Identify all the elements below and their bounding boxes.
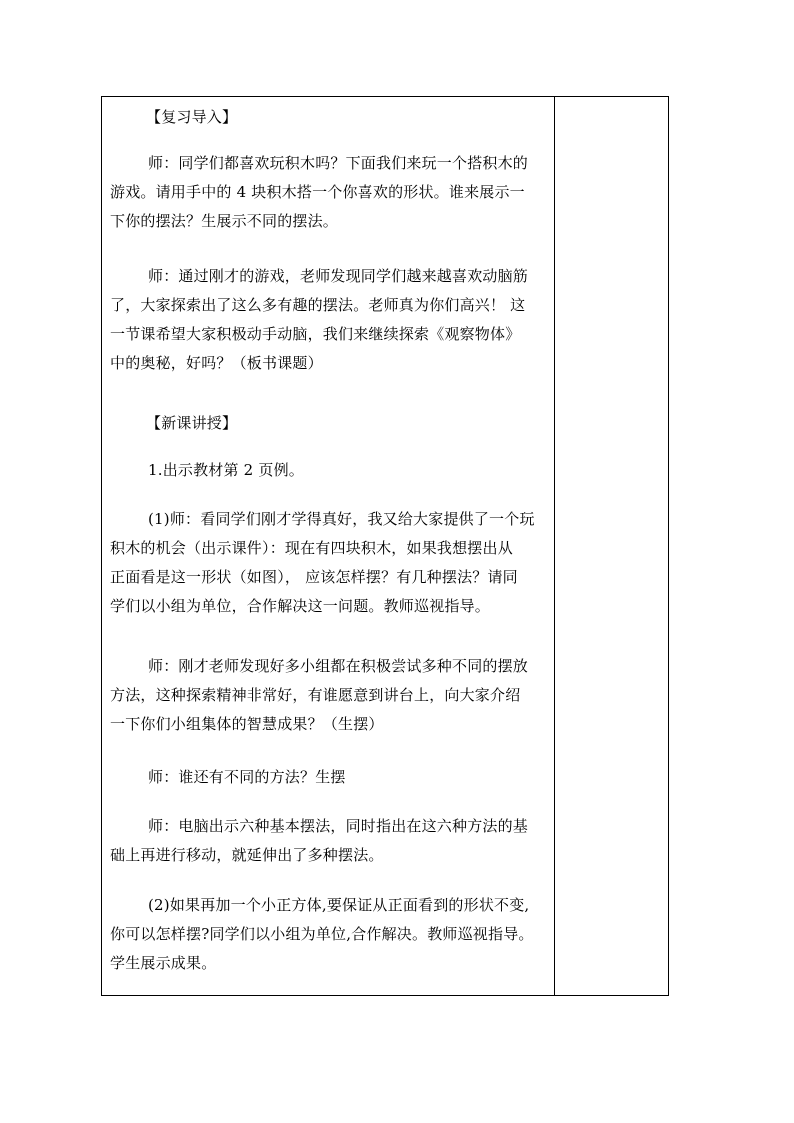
paragraph-1 (110, 149, 554, 236)
lesson-table (101, 96, 669, 996)
paragraph-line: 方法，这种探索精神非常好，有谁愿意到讲台上，向大家介绍 (110, 686, 521, 704)
paragraph-4 (110, 505, 554, 621)
notes-cell (555, 97, 668, 995)
paragraph-6 (110, 763, 554, 792)
section-heading-review (110, 103, 590, 132)
heading-text: 【新课讲授】 (146, 414, 238, 432)
paragraph-5 (110, 652, 554, 739)
paragraph-line: 师：同学们都喜欢玩积木吗？下面我们来玩一个搭积木的 (148, 154, 529, 172)
lesson-content-cell (102, 97, 554, 995)
paragraph-line: 1.出示教材第 2 页例。 (148, 461, 304, 479)
paragraph-line: 师：刚才老师发现好多小组都在积极尝试多种不同的摆放 (148, 657, 529, 675)
paragraph-line: 师：通过刚才的游戏，老师发现同学们越来越喜欢动脑筋 (148, 267, 529, 285)
paragraph-line: 学生展示成果。 (110, 954, 217, 972)
paragraph-line: 学们以小组为单位，合作解决这一问题。教师巡视指导。 (110, 597, 491, 615)
section-heading-new-lesson (110, 409, 590, 438)
paragraph-line: 师：电脑出示六种基本摆法，同时指出在这六种方法的基 (148, 817, 529, 835)
paragraph-line: 中的奥秘，好吗？（板书课题） (110, 354, 323, 372)
paragraph-8 (110, 891, 554, 978)
paragraph-line: 了，大家探索出了这么多有趣的摆法。老师真为你们高兴！ 这 (110, 296, 526, 314)
paragraph-7 (110, 812, 554, 870)
paragraph-line: 师：谁还有不同的方法？生摆 (148, 768, 346, 786)
paragraph-line: 础上再进行移动，就延伸出了多种摆法。 (110, 846, 384, 864)
paragraph-line: (2)如果再加一个小正方体,要保证从正面看到的形状不变, (148, 896, 530, 914)
paragraph-line: 一下你们小组集体的智慧成果？（生摆） (110, 715, 384, 733)
paragraph-line: 积木的机会（出示课件）：现在有四块积木，如果我想摆出从 (110, 539, 513, 557)
paragraph-line: 下你的摆法？生展示不同的摆法。 (110, 212, 339, 230)
paragraph-line: (1)师：看同学们刚才学得真好，我又给大家提供了一个玩 (148, 510, 535, 528)
heading-text: 【复习导入】 (146, 108, 238, 126)
paragraph-line: 正面看是这一形状（如图）， 应该怎样摆？有几种摆法？请同 (110, 568, 518, 586)
paragraph-3 (110, 456, 554, 485)
paragraph-line: 一节课希望大家积极动手动脑，我们来继续探索《观察物体》 (110, 325, 521, 343)
paragraph-2 (110, 262, 554, 378)
paragraph-line: 你可以怎样摆?同学们以小组为单位,合作解决。教师巡视指导。 (110, 925, 534, 943)
paragraph-line: 游戏。请用手中的 4 块积木搭一个你喜欢的形状。谁来展示一 (110, 183, 525, 201)
